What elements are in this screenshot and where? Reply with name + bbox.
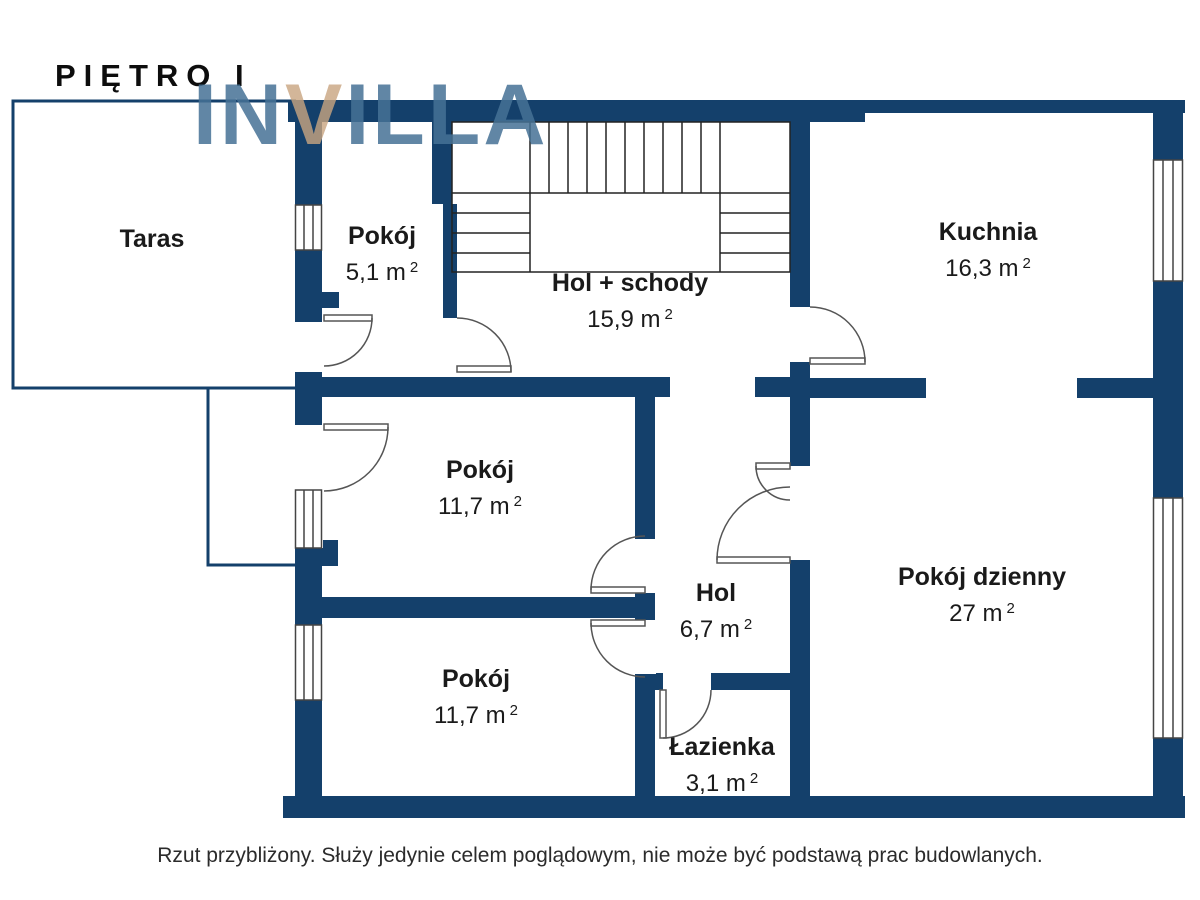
door-taras-pokoj-gorny: [324, 315, 372, 366]
room-label-hol-schody: Hol + schody 15,9 m $^2$: [551, 269, 709, 333]
disclaimer-text: Rzut przybliżony. Służy jedynie celem poglądowym, nie może być podstawą prac budowlanych.: [157, 844, 1043, 867]
door-pokoj-gorny-hol: [457, 318, 511, 372]
invilla-logo: [193, 67, 549, 163]
room-label-lazienka: Łazienka 3,1 m $^2$: [669, 733, 775, 797]
taras-outline: [13, 101, 296, 565]
door-lazienka: [660, 690, 711, 738]
logo-part-in: IN: [193, 67, 285, 163]
logo-part-v: V: [285, 67, 346, 163]
door-pokoj-dzienny-small-leaf: [756, 463, 790, 500]
logo-part-illa: ILLA: [345, 67, 549, 163]
room-label-pokoj-srodkowy: Pokój 11,7 m $^2$: [438, 456, 522, 520]
door-taras-pokoj-srodkowy: [324, 424, 388, 491]
walls: [283, 100, 1185, 818]
wall-openings: [294, 160, 1184, 738]
room-label-pokoj-dolny: Pokój 11,7 m $^2$: [434, 665, 518, 729]
floor-title: PIĘTRO I: [55, 58, 252, 93]
room-label-kuchnia: Kuchnia 16,3 m $^2$: [938, 218, 1038, 282]
windows: [296, 160, 1183, 738]
room-label-hol: Hol 6,7 m $^2$: [679, 579, 753, 643]
room-label-pokoj-gorny: Pokój 5,1 m $^2$: [345, 222, 419, 286]
room-label-taras: Taras: [119, 225, 185, 253]
door-kuchnia: [810, 307, 865, 364]
room-label-pokoj-dzienny: Pokój dzienny 27 m $^2$: [897, 563, 1067, 627]
